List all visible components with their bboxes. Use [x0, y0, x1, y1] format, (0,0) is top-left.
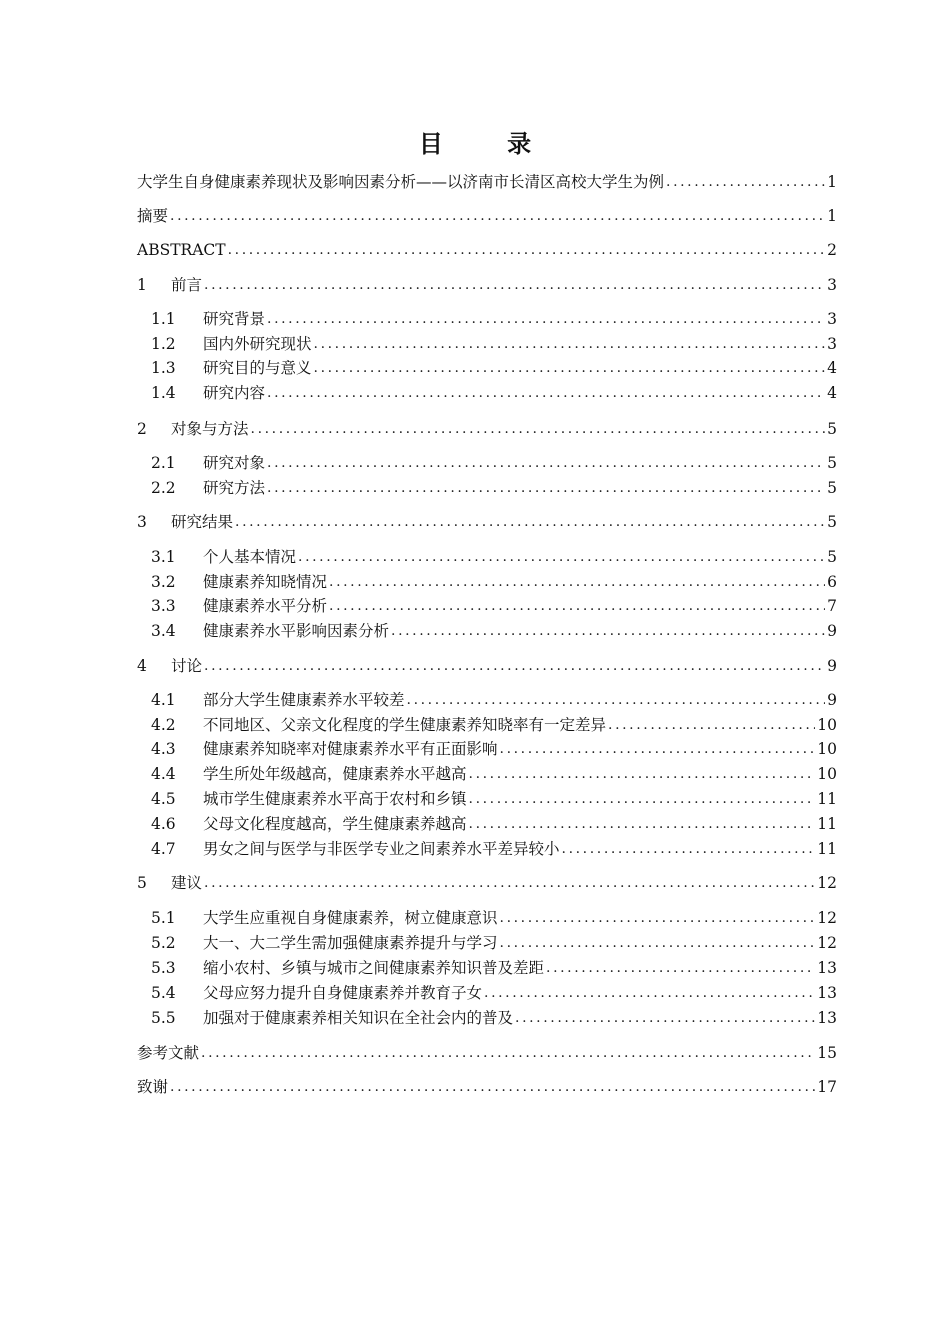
dot-leader	[228, 239, 826, 261]
toc-title: 目 录	[418, 130, 560, 158]
toc-entry-number: 3.1	[151, 548, 176, 566]
toc-entry-text: 建议	[171, 874, 203, 892]
toc-entry-number: 5.5	[151, 1009, 176, 1027]
toc-entry-text: 国内外研究现状	[203, 335, 312, 353]
toc-entry-text: 父母应努力提升自身健康素养并教育子女	[203, 984, 483, 1002]
toc-entry[interactable]	[151, 788, 837, 810]
dot-leader	[500, 738, 816, 760]
toc-entry[interactable]	[137, 511, 837, 533]
toc-entry[interactable]	[151, 595, 837, 617]
toc-entry-number: 3.3	[151, 597, 176, 615]
toc-entry-text: 大一、大二学生需加强健康素养提升与学习	[203, 934, 498, 952]
toc-page-number: 5	[827, 454, 837, 472]
toc-entry-text: 研究对象	[203, 454, 266, 472]
toc-entry[interactable]	[151, 477, 837, 499]
toc-entry-text: 学生所处年级越高，健康素养水平越高	[203, 765, 467, 783]
dot-leader	[170, 1076, 815, 1098]
toc-entry-number: 3.2	[151, 573, 176, 591]
toc-page-number: 1	[827, 173, 837, 191]
dot-leader	[267, 477, 825, 499]
toc-entry-text: 健康素养水平分析	[203, 597, 328, 615]
dot-leader	[484, 982, 815, 1004]
toc-entry-number: 3.4	[151, 622, 176, 640]
toc-page-number: 3	[827, 335, 837, 353]
toc-entry-text: 参考文献	[137, 1044, 200, 1062]
toc-entry[interactable]	[137, 418, 837, 440]
toc-entry-text: 父母文化程度越高，学生健康素养越高	[203, 815, 467, 833]
dot-leader	[314, 333, 826, 355]
toc-page-number: 11	[817, 840, 837, 858]
toc-entry-number: 2.1	[151, 454, 176, 472]
toc-entry-number: 4.3	[151, 740, 176, 758]
toc-page-number: 12	[817, 874, 837, 892]
toc-entry-number: 1.1	[151, 310, 176, 328]
toc-entry[interactable]	[137, 274, 837, 296]
toc-entry-number: 5	[137, 874, 147, 892]
toc-entry[interactable]	[137, 655, 837, 677]
toc-page-number: 7	[827, 597, 837, 615]
toc-entry[interactable]	[151, 571, 837, 593]
dot-leader	[298, 546, 825, 568]
toc-entry-text: 研究目的与意义	[203, 359, 312, 377]
dot-leader	[500, 932, 816, 954]
toc-entry[interactable]	[151, 957, 837, 979]
toc-entry[interactable]	[151, 982, 837, 1004]
toc-entry-text: 大学生应重视自身健康素养，树立健康意识	[203, 909, 498, 927]
toc-entry-text: 健康素养知晓率对健康素养水平有正面影响	[203, 740, 498, 758]
toc-entry-text: 不同地区、父亲文化程度的学生健康素养知晓率有一定差异	[203, 716, 607, 734]
toc-entry[interactable]	[151, 1007, 837, 1029]
toc-entry-text: 加强对于健康素养相关知识在全社会内的普及	[203, 1009, 514, 1027]
toc-page-number: 3	[827, 276, 837, 294]
toc-entry-number: 4.2	[151, 716, 176, 734]
toc-entry-text: 讨论	[171, 657, 203, 675]
toc-page-number: 3	[827, 310, 837, 328]
toc-entry-text: 大学生自身健康素养现状及影响因素分析——以济南市长清区高校大学生为例	[137, 173, 665, 191]
toc-page-number: 12	[817, 909, 837, 927]
toc-entry-text: 缩小农村、乡镇与城市之间健康素养知识普及差距	[203, 959, 545, 977]
dot-leader	[314, 357, 826, 379]
toc-entry[interactable]	[151, 932, 837, 954]
toc-page-number: 9	[827, 657, 837, 675]
toc-entry-number: 4.1	[151, 691, 176, 709]
toc-entry-text: 男女之间与医学与非医学专业之间素养水平差异较小	[203, 840, 560, 858]
toc-entry[interactable]	[137, 205, 837, 227]
toc-entry[interactable]	[151, 689, 837, 711]
toc-page-number: 10	[817, 716, 837, 734]
toc-entry-text: 致谢	[137, 1078, 169, 1096]
dot-leader	[515, 1007, 815, 1029]
toc-entry-number: 1.4	[151, 384, 176, 402]
toc-page-number: 10	[817, 765, 837, 783]
dot-leader	[546, 957, 815, 979]
toc-entry[interactable]	[151, 333, 837, 355]
dot-leader	[204, 872, 815, 894]
toc-page-number: 4	[827, 359, 837, 377]
toc-entry[interactable]	[151, 546, 837, 568]
toc-entry-number: 1	[137, 276, 147, 294]
toc-page-number: 15	[817, 1044, 837, 1062]
toc-entry-text: 城市学生健康素养水平高于农村和乡镇	[203, 790, 467, 808]
toc-entry-text: 前言	[171, 276, 203, 294]
toc-entry[interactable]	[137, 872, 837, 894]
dot-leader	[235, 511, 825, 533]
toc-entry-text: 研究背景	[203, 310, 266, 328]
toc-page-number: 1	[827, 207, 837, 225]
toc-entry[interactable]	[151, 738, 837, 760]
toc-page-number: 5	[827, 420, 837, 438]
dot-leader	[329, 571, 825, 593]
toc-page-number: 11	[817, 790, 837, 808]
toc-entry-number: 2	[137, 420, 147, 438]
dot-leader	[608, 714, 815, 736]
toc-entry-number: 5.3	[151, 959, 176, 977]
dot-leader	[267, 452, 825, 474]
toc-entry-number: 3	[137, 513, 147, 531]
toc-entry-number: 4.6	[151, 815, 176, 833]
toc-entry-text: 个人基本情况	[203, 548, 297, 566]
dot-leader	[469, 813, 816, 835]
toc-entry-number: 1.3	[151, 359, 176, 377]
toc-page-number: 9	[827, 691, 837, 709]
dot-leader	[469, 788, 816, 810]
toc-entry[interactable]	[151, 620, 837, 642]
toc-entry-number: 4.5	[151, 790, 176, 808]
toc-entry[interactable]	[137, 171, 837, 193]
toc-page-number: 4	[827, 384, 837, 402]
dot-leader	[329, 595, 825, 617]
dot-leader	[562, 838, 816, 860]
toc-entry[interactable]	[137, 1042, 837, 1064]
toc-entry-number: 5.2	[151, 934, 176, 952]
toc-page-number: 9	[827, 622, 837, 640]
toc-entry-number: 2.2	[151, 479, 176, 497]
toc-page-number: 10	[817, 740, 837, 758]
toc-entry-text: ABSTRACT	[137, 241, 226, 259]
dot-leader	[204, 655, 825, 677]
toc-entry-number: 5.4	[151, 984, 176, 1002]
toc-page-number: 17	[817, 1078, 837, 1096]
toc-entry[interactable]	[151, 357, 837, 379]
toc-entry[interactable]	[151, 763, 837, 785]
toc-page-number: 6	[827, 573, 837, 591]
toc-page-number: 11	[817, 815, 837, 833]
toc-entry-text: 对象与方法	[171, 420, 249, 438]
dot-leader	[251, 418, 826, 440]
toc-entry-text: 部分大学生健康素养水平较差	[203, 691, 405, 709]
dot-leader	[201, 1042, 815, 1064]
toc-entry-text: 健康素养水平影响因素分析	[203, 622, 390, 640]
toc-entry-number: 4.4	[151, 765, 176, 783]
toc-page-number: 12	[817, 934, 837, 952]
toc-entry-text: 研究内容	[203, 384, 266, 402]
toc-page-number: 2	[827, 241, 837, 259]
dot-leader	[407, 689, 826, 711]
toc-entry-text: 研究方法	[203, 479, 266, 497]
toc-entry[interactable]	[137, 239, 837, 261]
toc-page-number: 5	[827, 513, 837, 531]
dot-leader	[469, 763, 816, 785]
toc-page-number: 5	[827, 548, 837, 566]
toc-entry[interactable]	[151, 308, 837, 330]
toc-entry-number: 1.2	[151, 335, 176, 353]
dot-leader	[170, 205, 825, 227]
toc-entry[interactable]	[151, 382, 837, 404]
toc-entry[interactable]	[151, 813, 837, 835]
toc-page-number: 13	[817, 1009, 837, 1027]
toc-entry-text: 研究结果	[171, 513, 234, 531]
toc-entry[interactable]	[151, 907, 837, 929]
toc-entry[interactable]	[137, 1076, 837, 1098]
toc-entry-number: 4.7	[151, 840, 176, 858]
toc-entry-text: 摘要	[137, 207, 169, 225]
dot-leader	[267, 308, 825, 330]
dot-leader	[391, 620, 825, 642]
dot-leader	[666, 171, 825, 193]
toc-entry[interactable]	[151, 452, 837, 474]
dot-leader	[267, 382, 825, 404]
toc-page-number: 13	[817, 959, 837, 977]
toc-entry[interactable]	[151, 838, 837, 860]
dot-leader	[500, 907, 816, 929]
dot-leader	[204, 274, 825, 296]
toc-entry-number: 5.1	[151, 909, 176, 927]
toc-entry-text: 健康素养知晓情况	[203, 573, 328, 591]
toc-page-number: 5	[827, 479, 837, 497]
toc-entry-number: 4	[137, 657, 147, 675]
toc-page-number: 13	[817, 984, 837, 1002]
toc-entry[interactable]	[151, 714, 837, 736]
